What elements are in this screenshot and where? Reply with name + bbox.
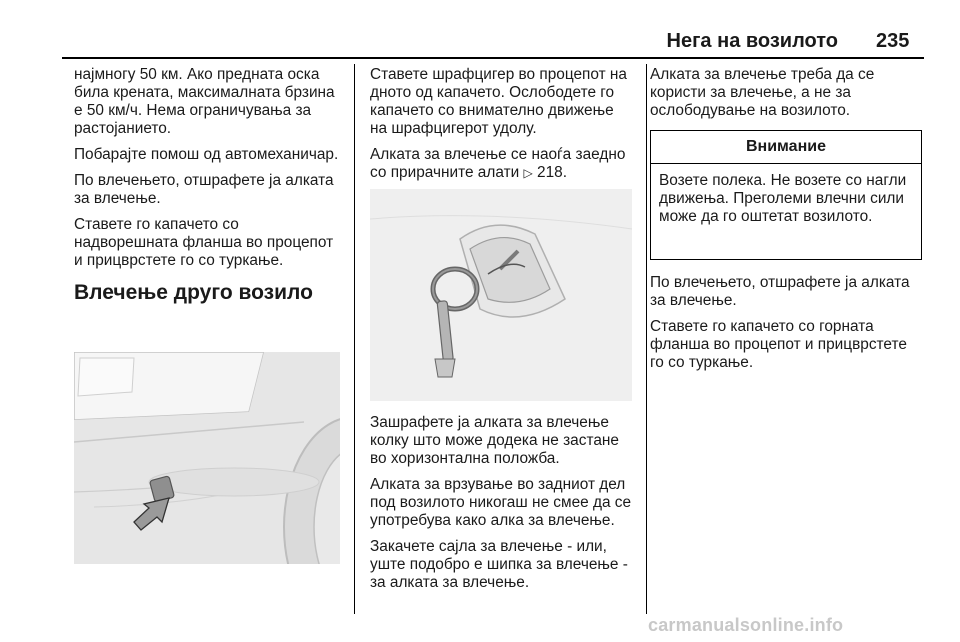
warning-box: [650, 130, 922, 260]
paragraph-text: Алката за влечење се наоѓа заедно со прирачните алати: [370, 146, 626, 181]
warning-text: Возете полека. Не возете со нагли движења. Преголеми влечни сили може да го оштетат возилото.: [659, 172, 907, 225]
column-2: [370, 66, 632, 190]
page-reference: 218.: [537, 164, 567, 181]
paragraph: Закачете сајла за влечење - или, уште подобро е шипка за влечење - за алката за влечење.: [370, 538, 628, 591]
paragraph: најмногу 50 км. Ако предната оска била крената, максималната брзина е 50 км/ч. Нема ограничувања за растојанието.: [74, 66, 335, 137]
watermark-text: carmanualsonline.info: [648, 615, 844, 635]
warning-title: Внимание: [651, 131, 921, 164]
paragraph: [370, 146, 632, 182]
header-rule: [62, 57, 924, 59]
paragraph: Алката за влечење треба да се користи за влечење, а не за ослободување на возилото.: [650, 66, 875, 119]
column-divider-right: [646, 64, 647, 614]
paragraph: Ставете шрафцигер во процепот на дното од капачето. Ослободете го капачето со внимателно движење на шрафцигерот удолу.: [370, 66, 627, 137]
paragraph: Зашрафете ја алката за влечење колку што може додека не застане во хоризонтална положба.: [370, 414, 619, 467]
triangle-right-icon: ▷: [523, 166, 533, 180]
paragraph: По влечењето, отшрафете ја алката за влечење.: [650, 274, 910, 309]
column-3-lower: [650, 274, 922, 380]
paragraph: Ставете го капачето со горната фланша во процепот и прицврстете го со туркање.: [650, 318, 907, 371]
paragraph: По влечењето, отшрафете ја алката за влечење.: [74, 172, 334, 207]
column-1: [74, 66, 344, 302]
column-divider-left: [354, 64, 355, 614]
column-3: [650, 66, 922, 128]
paragraph: Побарајте помош од автомеханичар.: [74, 146, 339, 163]
paragraph: Ставете го капачето со надворешната фланша во процепот и прицврстете го со туркање.: [74, 216, 334, 269]
paragraph: Алката за врзување во задниот дел под возилото никогаш не смее да се употребува како алка за влечење.: [370, 476, 632, 529]
column-2-lower: [370, 414, 632, 600]
towing-eye-illustration: [370, 189, 632, 401]
page-header-title: Нега на возилото: [666, 30, 838, 52]
rear-bumper-illustration: [74, 352, 340, 564]
section-heading: Влечење друго возило: [74, 281, 313, 304]
page-number: 235: [876, 30, 910, 52]
